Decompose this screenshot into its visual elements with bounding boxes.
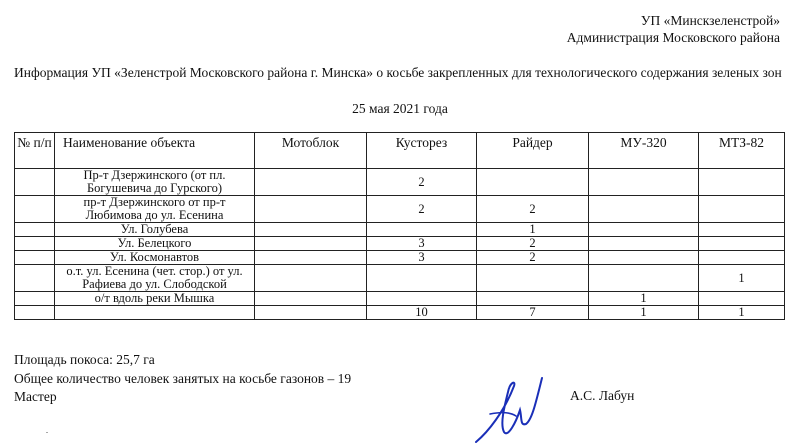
table-cell: 7 bbox=[477, 306, 589, 320]
table-cell: 2 bbox=[477, 196, 589, 223]
table-row bbox=[15, 237, 785, 251]
table-cell bbox=[255, 223, 367, 237]
org-name: УП «Минскзеленстрой» bbox=[640, 13, 780, 28]
table-cell: 3 bbox=[367, 237, 477, 251]
table-cell bbox=[589, 237, 699, 251]
table-row bbox=[15, 265, 785, 292]
table-cell: Ул. Белецкого bbox=[55, 237, 255, 251]
table-cell bbox=[589, 196, 699, 223]
mowing-area: Площадь покоса: 25,7 га bbox=[14, 352, 155, 367]
table-cell bbox=[477, 292, 589, 306]
table-row bbox=[15, 223, 785, 237]
table-cell: 2 bbox=[367, 169, 477, 196]
col-rider-header: Райдер bbox=[477, 133, 589, 169]
document-date: 25 мая 2021 года bbox=[352, 101, 448, 116]
table-cell bbox=[699, 251, 785, 265]
table-cell: 2 bbox=[367, 196, 477, 223]
table-cell bbox=[255, 169, 367, 196]
table-cell bbox=[15, 292, 55, 306]
table-cell: о.т. ул. Есенина (чет. стор.) от ул. Рафиева до ул. Слободской bbox=[55, 265, 255, 292]
table-cell: 2 bbox=[477, 251, 589, 265]
table-cell bbox=[699, 196, 785, 223]
table-cell bbox=[15, 169, 55, 196]
table-cell: 10 bbox=[367, 306, 477, 320]
table-cell bbox=[367, 223, 477, 237]
people-count: Общее количество человек занятых на косьбе газонов – 19 bbox=[14, 371, 352, 386]
table-cell bbox=[15, 237, 55, 251]
table-cell: Пр-т Дзержинского (от пл. Богушевича до Гурского) bbox=[55, 169, 255, 196]
signer-name: А.С. Лабун bbox=[570, 388, 635, 403]
table-cell bbox=[367, 265, 477, 292]
table-cell bbox=[699, 223, 785, 237]
table-cell bbox=[15, 223, 55, 237]
table-row bbox=[15, 196, 785, 223]
table-cell bbox=[589, 265, 699, 292]
table-cell: 3 bbox=[367, 251, 477, 265]
table-cell bbox=[367, 292, 477, 306]
administration-name: Администрация Московского района bbox=[566, 30, 780, 45]
table-cell: 2 bbox=[477, 237, 589, 251]
table-cell bbox=[15, 196, 55, 223]
table-row bbox=[15, 251, 785, 265]
table-cell bbox=[477, 265, 589, 292]
table-cell bbox=[15, 265, 55, 292]
table-cell bbox=[255, 237, 367, 251]
table-cell: пр-т Дзержинского от пр-т Любимова до ул. Есенина bbox=[55, 196, 255, 223]
stray-mark: . bbox=[46, 426, 48, 435]
col-object-header: Наименование объекта bbox=[55, 133, 255, 169]
col-brushcutter-header: Кусторез bbox=[367, 133, 477, 169]
mowing-table bbox=[14, 132, 785, 320]
table-cell bbox=[589, 251, 699, 265]
table-cell bbox=[255, 306, 367, 320]
table-cell bbox=[699, 169, 785, 196]
table-cell bbox=[699, 292, 785, 306]
table-row bbox=[15, 169, 785, 196]
document-title: Информация УП «Зеленстрой Московского района г. Минска» о косьбе закрепленных для технологического содержания зеленых зон bbox=[14, 65, 782, 80]
table-cell bbox=[589, 223, 699, 237]
table-cell bbox=[55, 306, 255, 320]
signer-role: Мастер bbox=[14, 389, 57, 404]
table-cell bbox=[699, 237, 785, 251]
table-cell: Ул. Космонавтов bbox=[55, 251, 255, 265]
table-cell bbox=[255, 251, 367, 265]
table-total-row bbox=[15, 306, 785, 320]
table-cell: 1 bbox=[589, 292, 699, 306]
table-cell bbox=[255, 265, 367, 292]
table-cell: Ул. Голубева bbox=[55, 223, 255, 237]
table-cell bbox=[15, 251, 55, 265]
table-cell: 1 bbox=[699, 265, 785, 292]
table-cell: о/т вдоль реки Мышка bbox=[55, 292, 255, 306]
col-number-header: № п/п bbox=[15, 133, 55, 169]
table-header-row bbox=[15, 133, 785, 169]
col-motoblock-header: Мотоблок bbox=[255, 133, 367, 169]
table-cell bbox=[255, 292, 367, 306]
col-mtz82-header: МТЗ-82 bbox=[699, 133, 785, 169]
table-cell bbox=[255, 196, 367, 223]
table-cell: 1 bbox=[699, 306, 785, 320]
table-cell bbox=[589, 169, 699, 196]
signature-image bbox=[470, 372, 560, 446]
table-row bbox=[15, 292, 785, 306]
col-mu320-header: МУ-320 bbox=[589, 133, 699, 169]
table-cell: 1 bbox=[589, 306, 699, 320]
table-cell bbox=[15, 306, 55, 320]
table-cell bbox=[477, 169, 589, 196]
table-cell: 1 bbox=[477, 223, 589, 237]
